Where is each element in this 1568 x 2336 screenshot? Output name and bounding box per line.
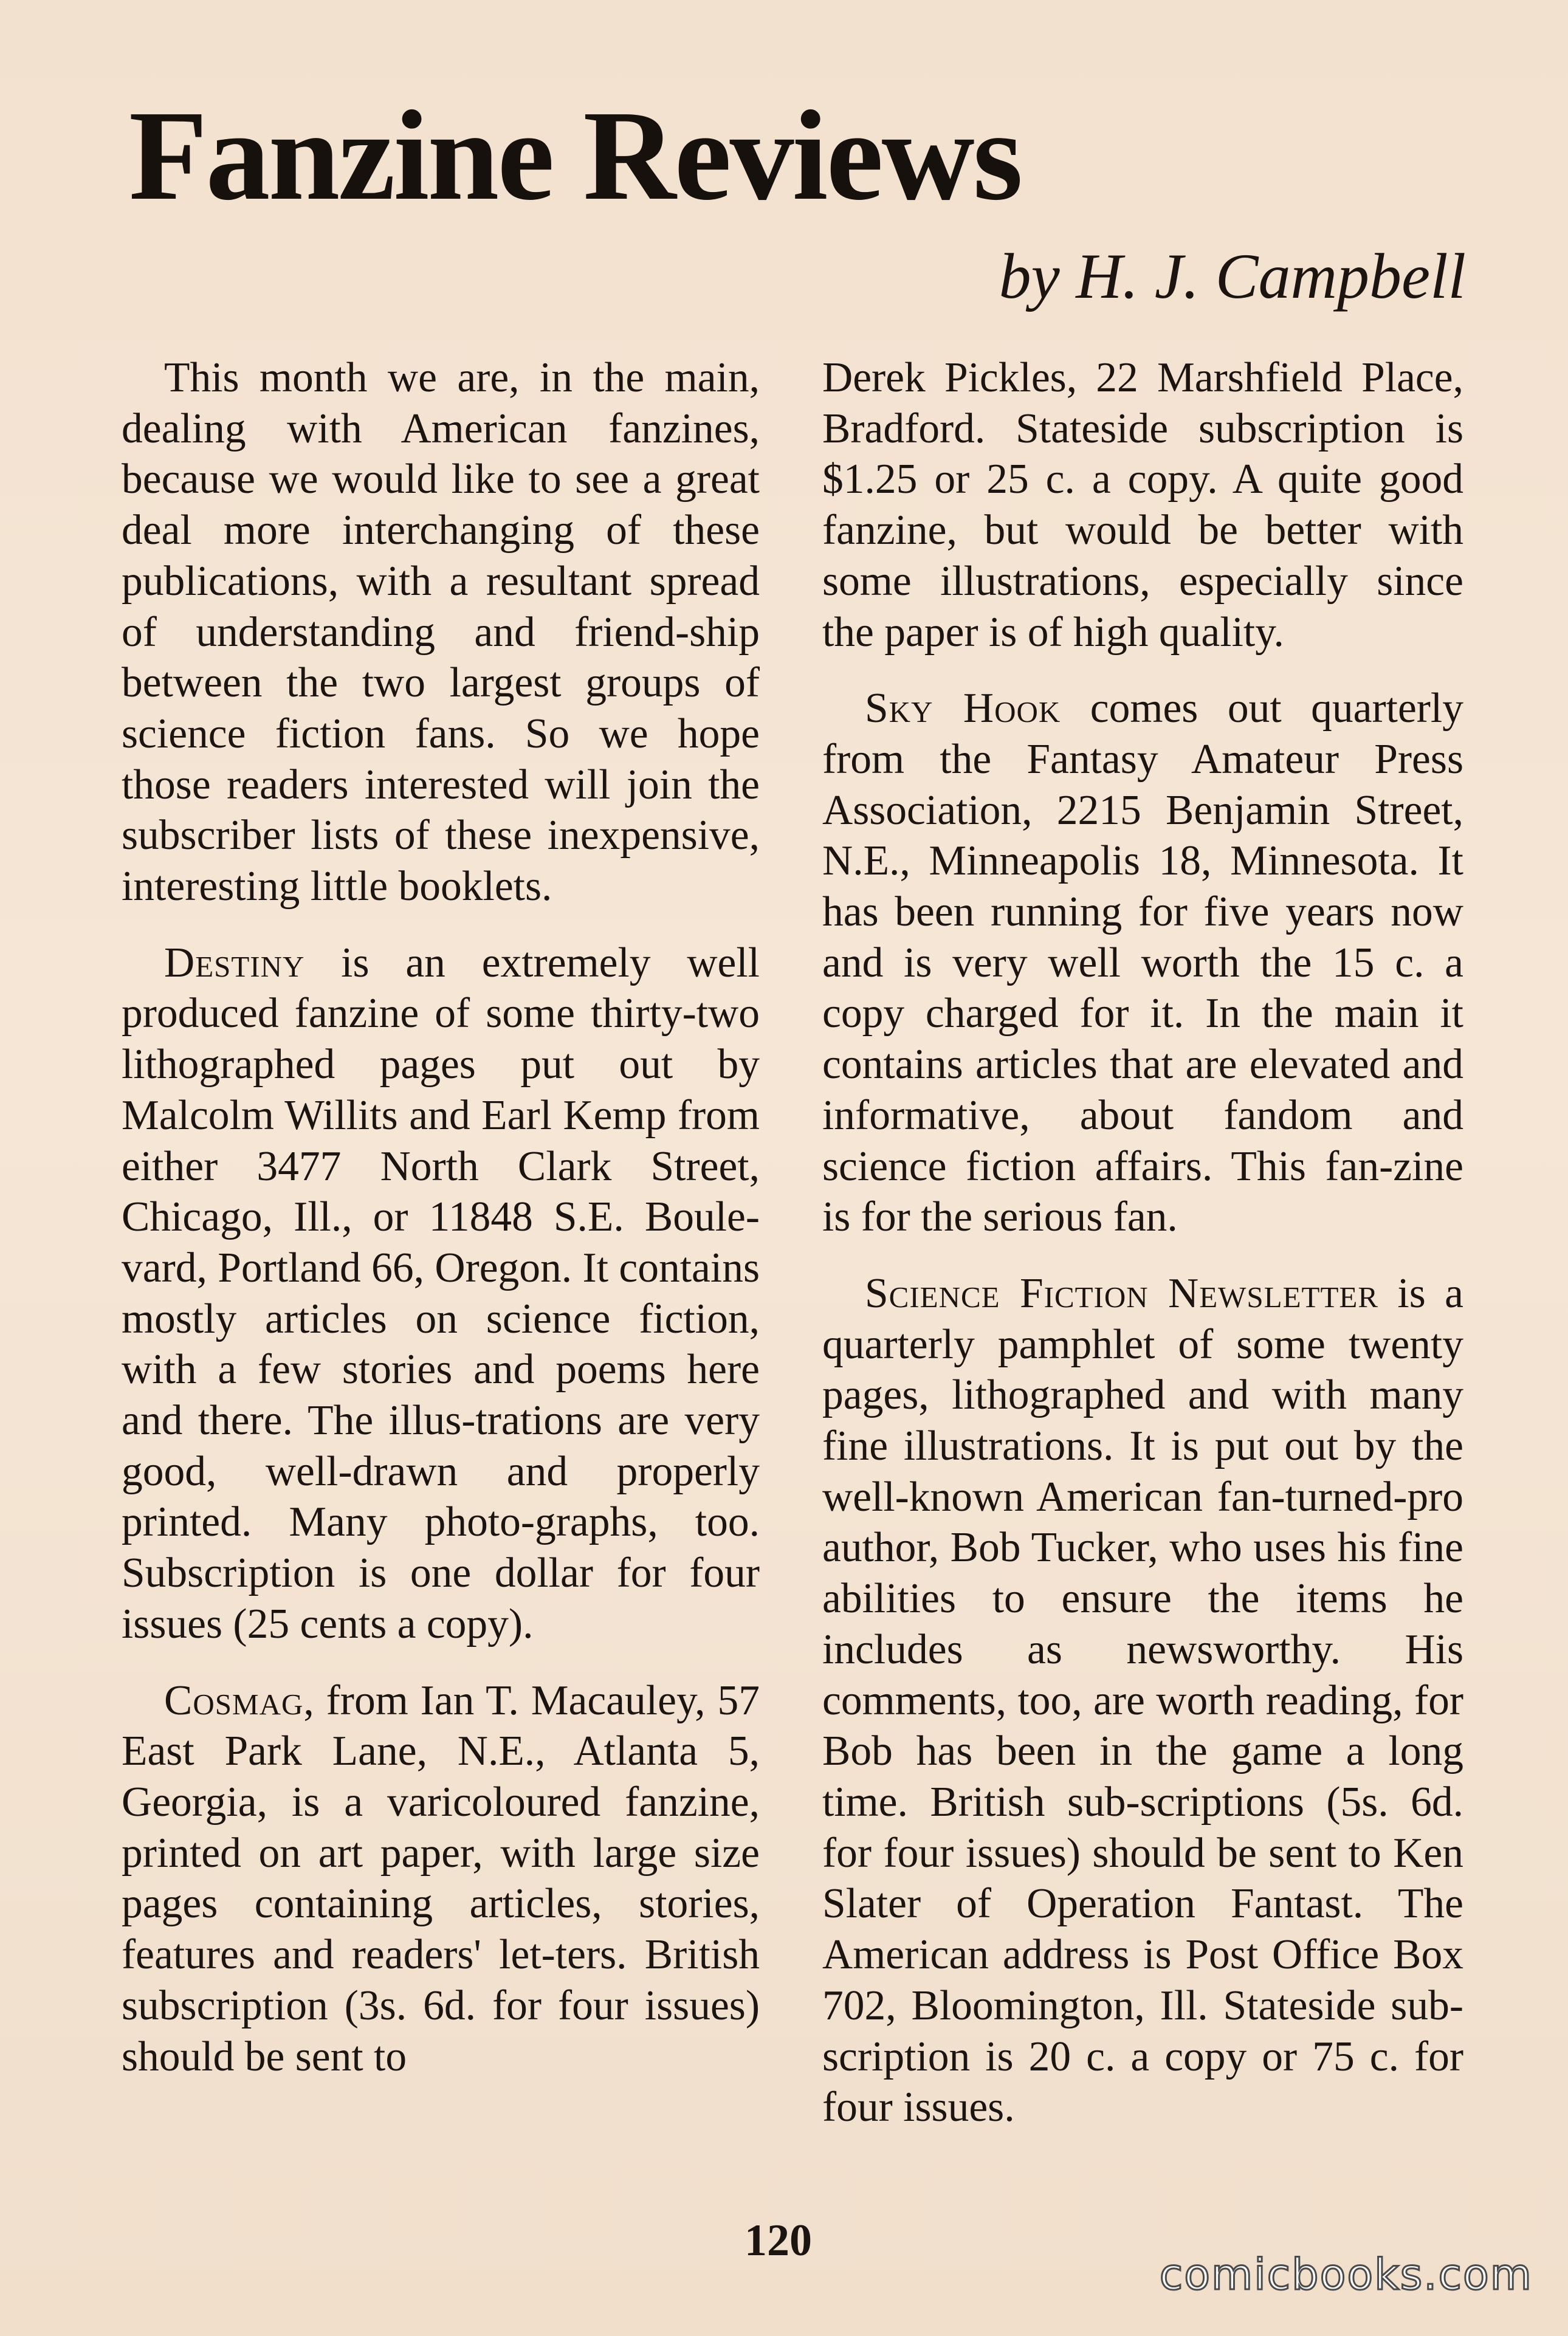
- cosmag-review-continued: [822, 352, 1463, 658]
- cosmag-continued-text: Derek Pickles, 22 Marshfield Place, Bradford. Stateside subscription is $1.25 or 25 c. a copy. A quite good fanzine, but would be better with some illustrations, especially since the paper is of high quality.: [822, 354, 1463, 656]
- newsletter-review: [822, 1268, 1463, 2133]
- site-watermark: comicbooks.com: [1159, 2250, 1533, 2300]
- intro-text: This month we are, in the main, dealing with American fanzines, because we would like to see a great deal more interchanging of these publications, with a resultant spread of understanding and friend-ship between the two largest groups of science fiction fans. So we hope those readers interested will join the subscriber lists of these inexpensive, interesting little booklets.: [122, 354, 760, 910]
- fanzine-name-destiny: Destiny: [164, 939, 305, 986]
- page-number: 120: [744, 2216, 812, 2266]
- right-column: [822, 352, 1463, 2133]
- author-byline: by H. J. Campbell: [999, 241, 1466, 312]
- fanzine-name-newsletter: Science Fiction Newsletter: [865, 1269, 1378, 1317]
- intro-paragraph: [122, 352, 760, 912]
- cosmag-review-text: , from Ian T. Macauley, 57 East Park Lane, N.E., Atlanta 5, Georgia, is a varicoloured fanzine, printed on art paper, with large size pages containing articles, stories, features and readers' let-ters. British subscription (3s. 6d. for four issues) should be sent to: [122, 1677, 760, 2080]
- fanzine-name-cosmag: Cosmag: [164, 1677, 304, 1724]
- newsletter-review-text: is a quarterly pamphlet of some twenty pages, lithographed and with many fine illustrations. It is put out by the well-known American fan-turned-pro author, Bob Tucker, who uses his fine abilities to ensure the items he includes as newsworthy. His comments, too, are worth reading, for Bob has been in the game a long time. British sub-scriptions (5s. 6d. for four issues) should be sent to Ken Slater of Operation Fantast. The American address is Post Office Box 702, Bloomington, Ill. Stateside sub-scription is 20 c. a copy or 75 c. for four issues.: [822, 1269, 1463, 2131]
- left-column: [122, 352, 760, 2082]
- sky-hook-review: [822, 683, 1463, 1243]
- fanzine-name-sky-hook: Sky Hook: [865, 685, 1061, 732]
- article-title: Fanzine Reviews: [129, 84, 1022, 227]
- destiny-review: [122, 938, 760, 1650]
- destiny-review-text: is an extremely well produced fanzine of some thirty-two lithographed pages put out by Malcolm Willits and Earl Kemp from either 3477 North Clark Street, Chicago, Ill., or 11848 S.E. Boule-vard, Portland 66, Oregon. It contains mostly articles on science fiction, with a few stories and poems here and there. The illus-trations are very good, well-drawn and properly printed. Many photo-graphs, too. Subscription is one dollar for four issues (25 cents a copy).: [122, 939, 760, 1647]
- sky-hook-review-text: comes out quarterly from the Fantasy Amateur Press Association, 2215 Benjamin Street, N.E., Minneapolis 18, Minnesota. It has been running for five years now and is very well worth the 15 c. a copy charged for it. In the main it contains articles that are elevated and informative, about fandom and science fiction affairs. This fan-zine is for the serious fan.: [822, 685, 1463, 1241]
- cosmag-review: [122, 1675, 760, 2083]
